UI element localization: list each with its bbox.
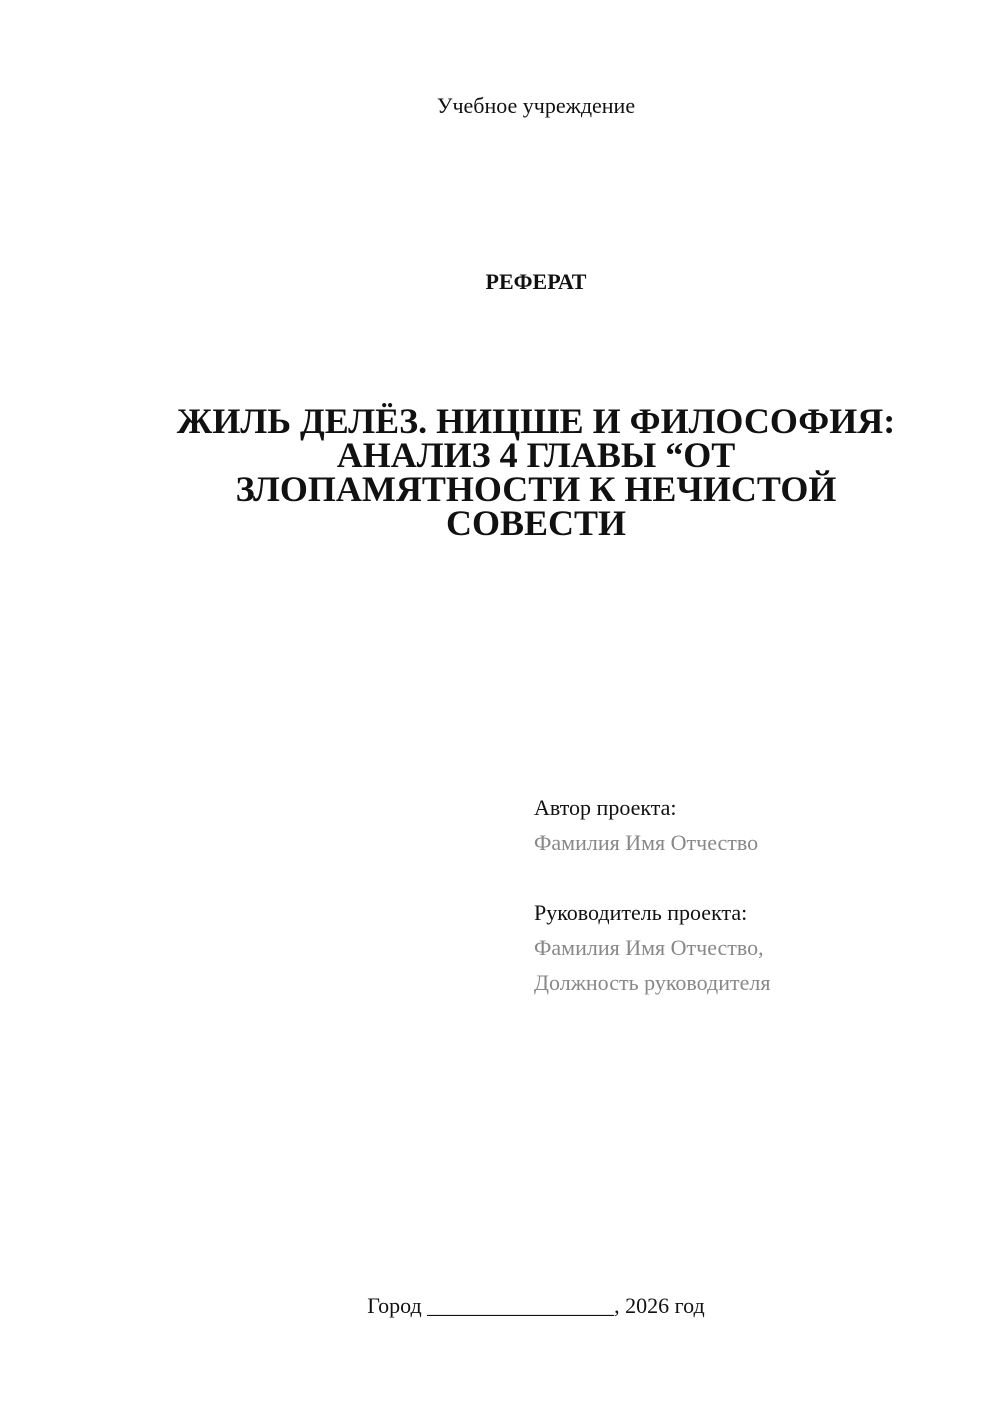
title-line-4: СОВЕСТИ xyxy=(445,503,627,543)
supervisor-position-placeholder: Должность руководителя xyxy=(534,970,771,995)
title-line-2: АНАЛИЗ 4 ГЛАВЫ “ОТ xyxy=(336,435,736,475)
institution-name: Учебное учреждение xyxy=(436,93,636,118)
document-title xyxy=(130,401,942,543)
author-label: Автор проекта: xyxy=(534,795,677,820)
author-name-placeholder: Фамилия Имя Отчество xyxy=(534,830,759,855)
document-type-heading: РЕФЕРАТ xyxy=(485,269,587,294)
title-line-3: ЗЛОПАМЯТНОСТИ К НЕЧИСТОЙ xyxy=(235,469,837,509)
credits-block xyxy=(534,790,974,1000)
credits-spacer xyxy=(534,860,974,895)
city-year-footer: Город _________________, 2026 год xyxy=(367,1293,705,1318)
title-line-1: ЖИЛЬ ДЕЛЁЗ. НИЦШЕ И ФИЛОСОФИЯ: xyxy=(176,401,896,441)
supervisor-name-placeholder: Фамилия Имя Отчество, xyxy=(534,935,764,960)
supervisor-label: Руководитель проекта: xyxy=(534,900,748,925)
